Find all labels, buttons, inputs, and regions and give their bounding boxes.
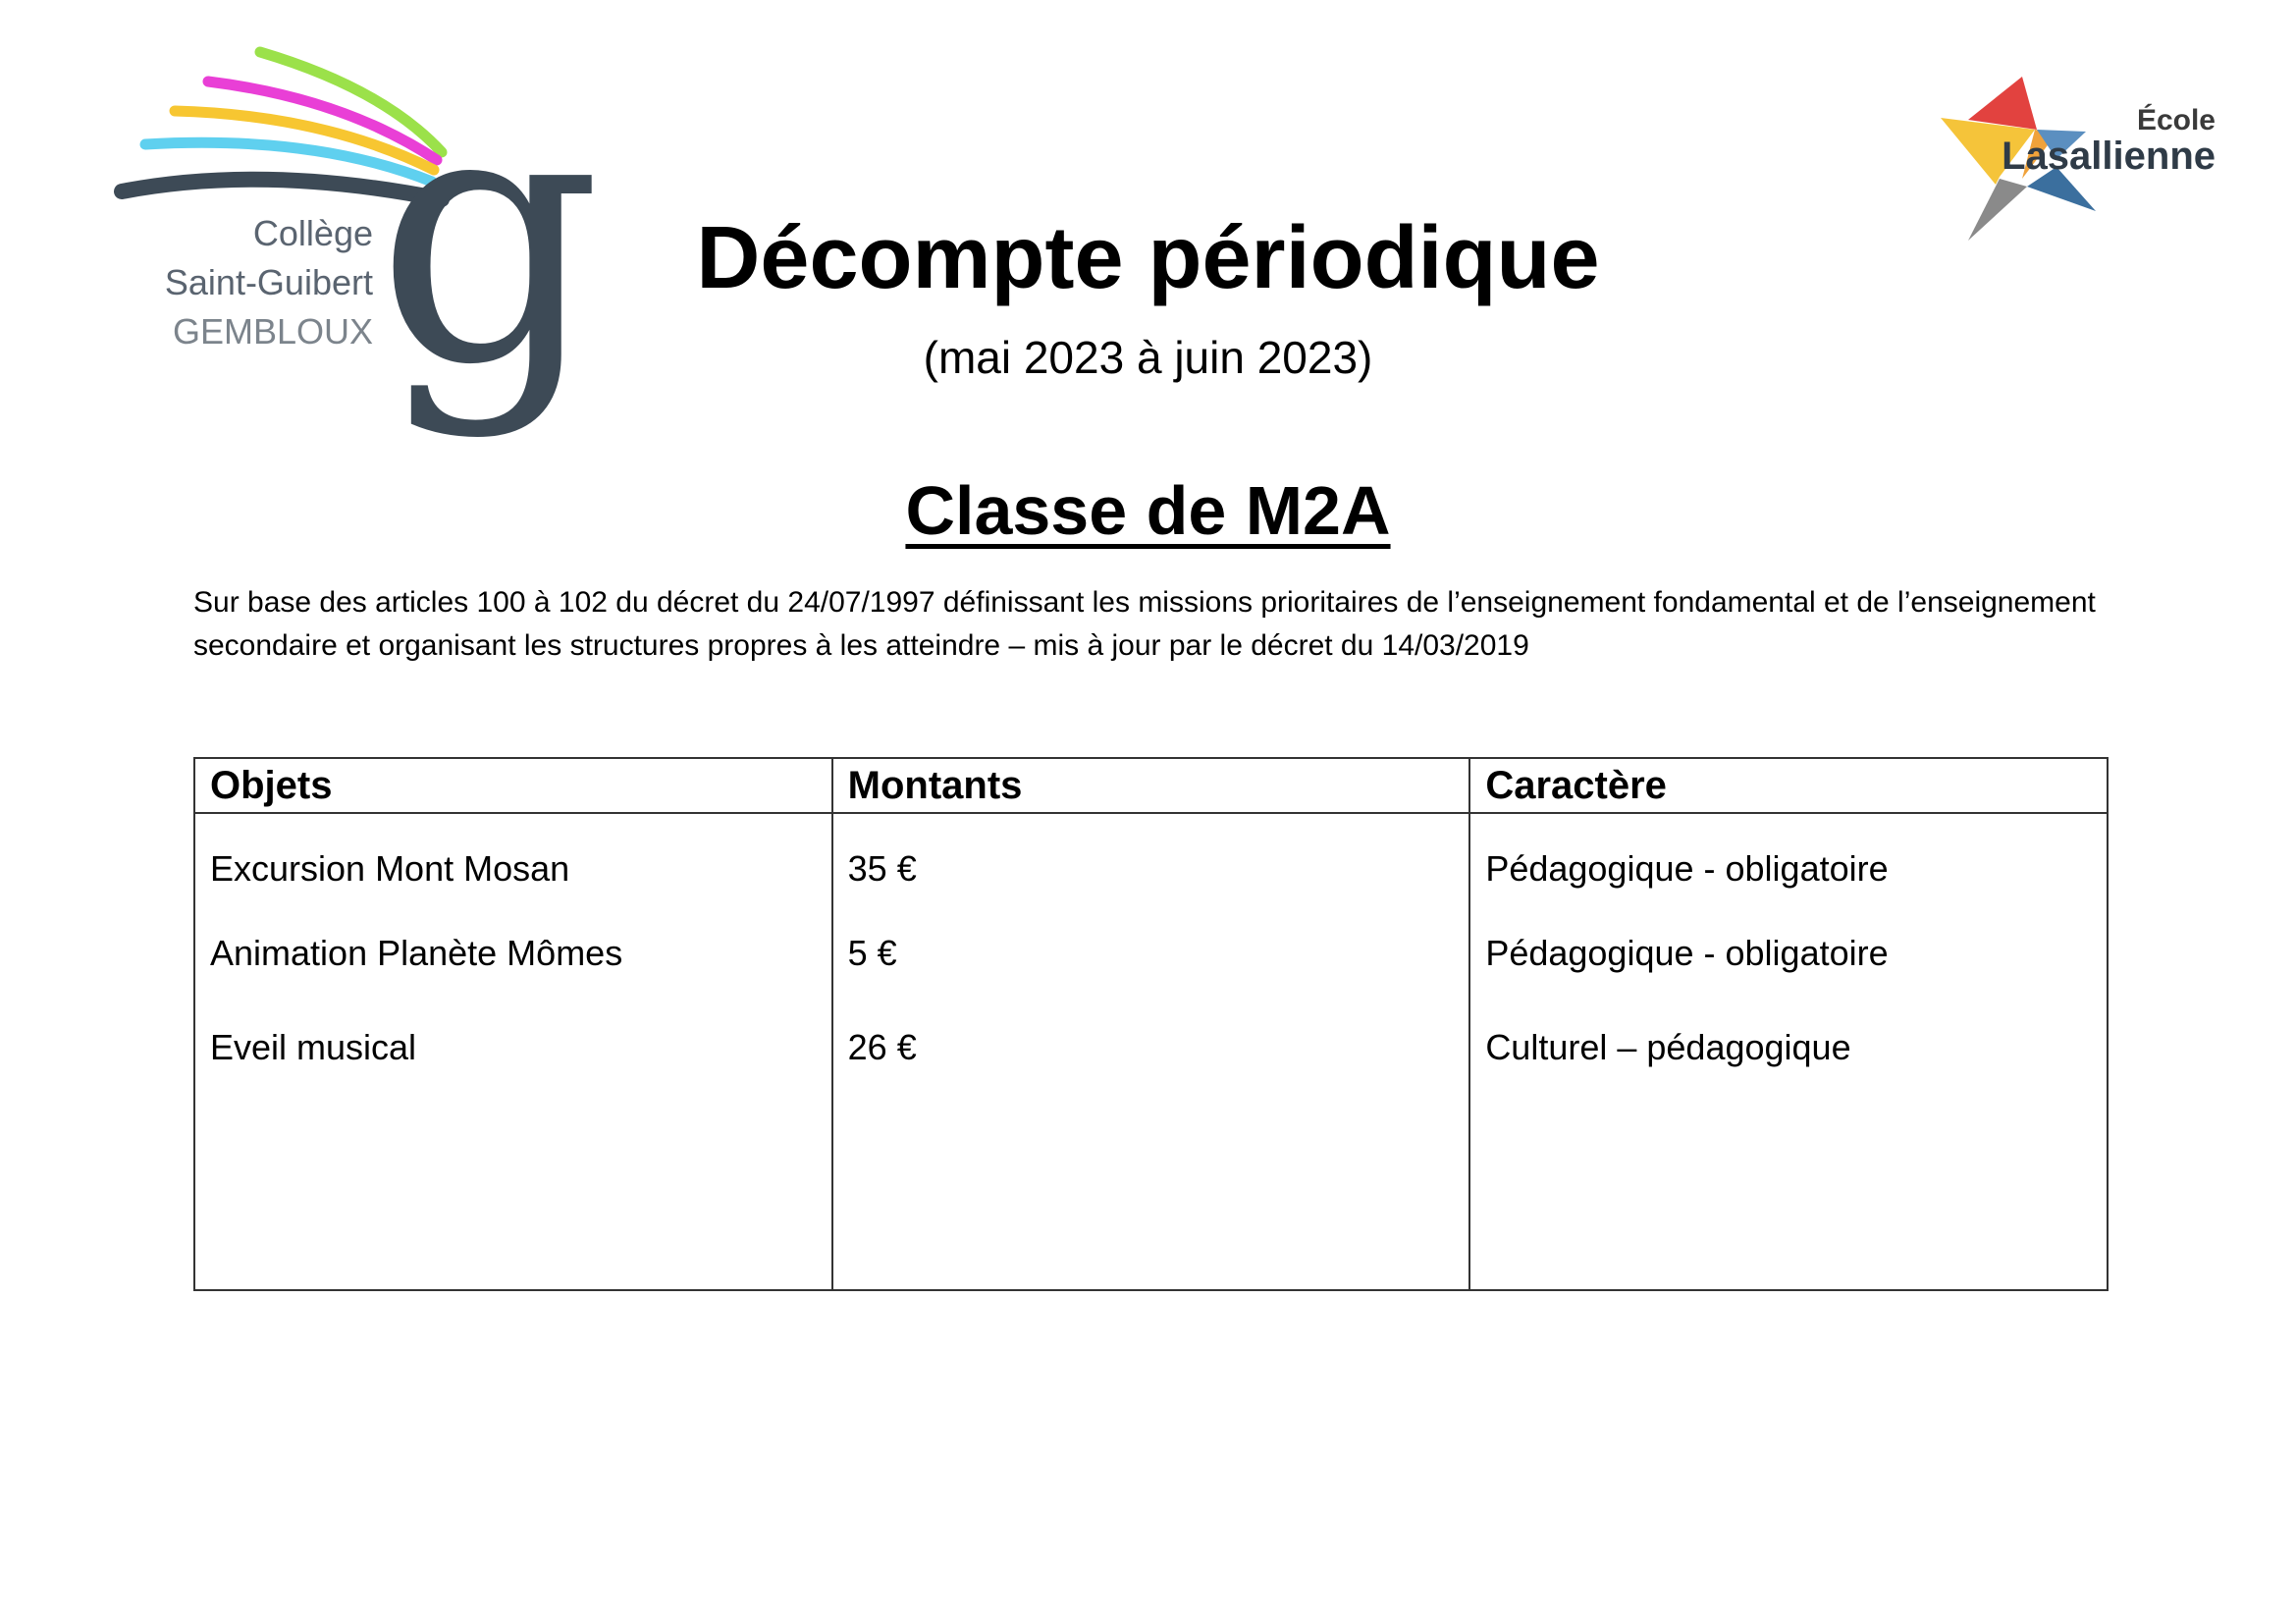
objet-cell: Animation Planète Mômes bbox=[210, 933, 623, 973]
logo-line-lasallienne: Lasallienne bbox=[2002, 135, 2216, 178]
table-body-row bbox=[194, 813, 2108, 1290]
logo-line-saint-guibert: Saint-Guibert bbox=[164, 262, 373, 302]
page-title: Décompte périodique bbox=[696, 209, 1600, 307]
caractere-cell: Pédagogique - obligatoire bbox=[1485, 933, 1889, 973]
objet-cell: Excursion Mont Mosan bbox=[210, 848, 570, 889]
objets-column bbox=[194, 813, 832, 1290]
montant-cell: 5 € bbox=[847, 933, 897, 973]
header-objets: Objets bbox=[194, 758, 832, 813]
caractere-cell: Culturel – pédagogique bbox=[1485, 1027, 1851, 1067]
caractere-column bbox=[1469, 813, 2108, 1290]
montant-cell: 35 € bbox=[847, 848, 917, 889]
class-heading-text: Classe de M2A bbox=[905, 472, 1391, 549]
header-montants: Montants bbox=[832, 758, 1470, 813]
logo-line-ecole: École bbox=[2136, 104, 2216, 136]
table-header-row bbox=[194, 758, 2108, 813]
logo-line-college: Collège bbox=[252, 213, 373, 253]
costs-table bbox=[193, 757, 2109, 1291]
header-caractere: Caractère bbox=[1469, 758, 2108, 813]
objet-cell: Eveil musical bbox=[210, 1027, 417, 1067]
caractere-cell: Pédagogique - obligatoire bbox=[1485, 848, 1889, 889]
legal-reference-text: Sur base des articles 100 à 102 du décret du 24/07/1997 définissant les missions prioritaires de l’enseignement fondamental et de l’enseignement secondaire et organisant les structures propres à les atteindre – mis à jour par le décret du 14/03/2019 bbox=[193, 586, 2096, 662]
montants-column bbox=[832, 813, 1470, 1290]
svg-text:g: g bbox=[375, 30, 603, 442]
montant-cell: 26 € bbox=[847, 1027, 917, 1067]
logo-line-gembloux: GEMBLOUX bbox=[172, 311, 373, 352]
class-heading bbox=[0, 466, 2296, 555]
period-subtitle: (mai 2023 à juin 2023) bbox=[923, 332, 1373, 383]
